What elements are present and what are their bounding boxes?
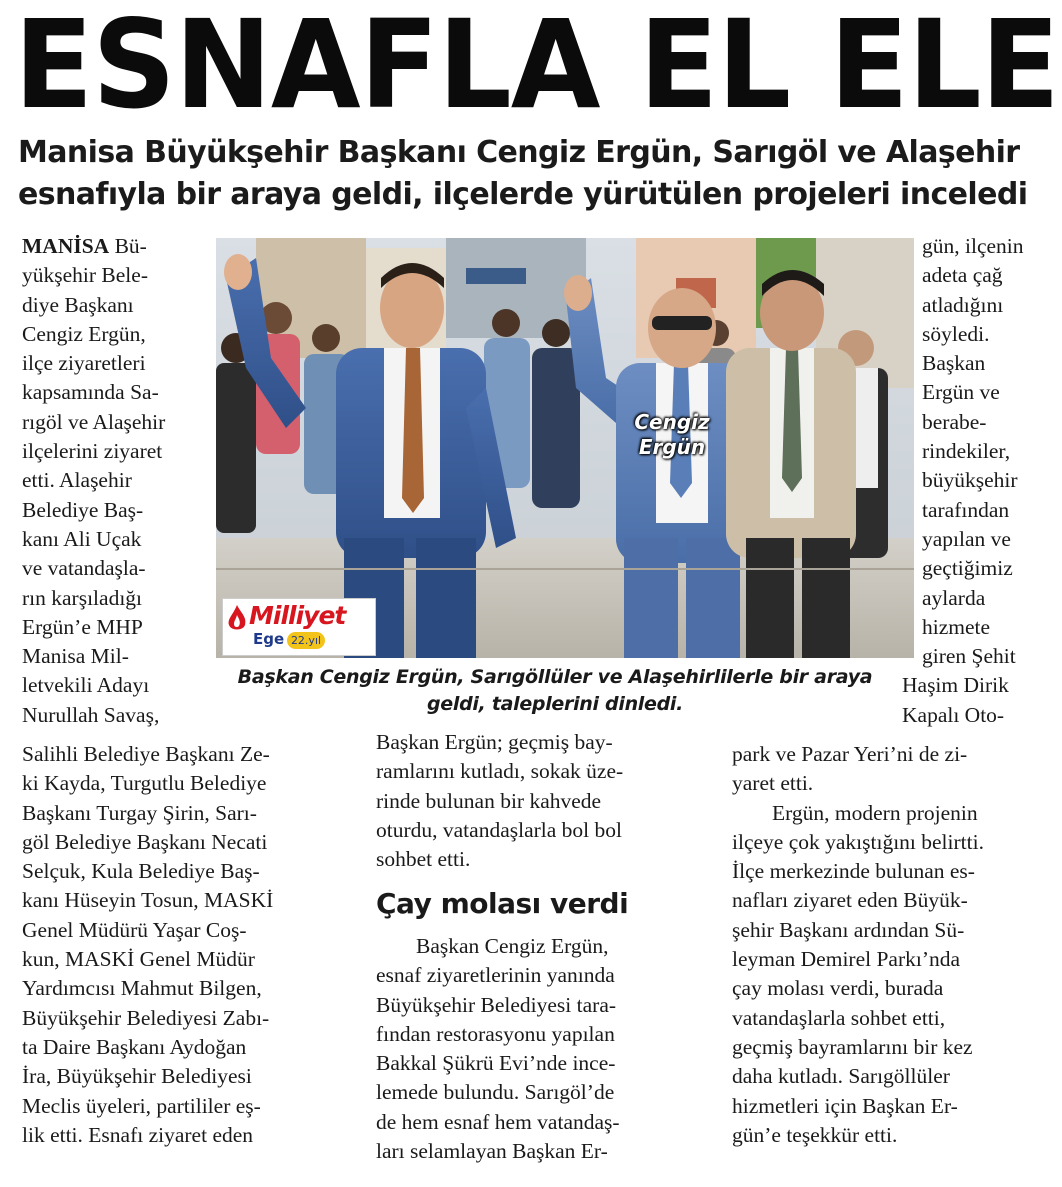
- text-line: yükşehir Bele-: [22, 263, 148, 288]
- text-line: Genel Müdürü Yaşar Coş-: [22, 917, 247, 942]
- text-line: yaret etti.: [732, 771, 814, 796]
- text-line: Cengiz Ergün,: [22, 321, 146, 346]
- text-line: ramlarını kutladı, sokak üze-: [376, 759, 624, 784]
- brand-name: Milliyet: [249, 601, 346, 630]
- text-line: Belediye Baş-: [22, 497, 144, 522]
- text-line: etti. Alaşehir: [22, 468, 132, 493]
- text-line: Ergün ve: [922, 380, 1000, 405]
- text-line: Meclis üyeleri, partililer eş-: [22, 1093, 261, 1118]
- text-line: Büyükşehir Belediyesi Zabı-: [22, 1005, 270, 1030]
- text-line: Manisa Mil-: [22, 644, 129, 669]
- name-label-line: Cengiz: [634, 410, 710, 434]
- text-line: esnaf ziyaretlerinin yanında: [376, 963, 615, 988]
- column-2-top: [376, 728, 716, 874]
- text-line: Selçuk, Kula Belediye Baş-: [22, 859, 260, 884]
- text-line: adeta çağ: [922, 263, 1003, 288]
- text-line: Kapalı Oto-: [902, 702, 1005, 727]
- column-1-bottom: [22, 740, 352, 1150]
- text-line: söyledi.: [922, 321, 990, 346]
- text-line: sohbet etti.: [376, 847, 471, 872]
- subhead-line: esnafıyla bir araya geldi, ilçelerde yürütülen projeleri inceledi: [18, 177, 1028, 212]
- text-line: çay molası verdi, burada: [732, 976, 944, 1001]
- text-line: şehir Başkanı ardından Sü-: [732, 917, 965, 942]
- milliyet-ege-logo: [222, 598, 376, 656]
- column-1-top: [22, 232, 210, 730]
- text-line: Başkan: [922, 351, 986, 376]
- photo-illustration: [216, 238, 914, 658]
- text-line: İra, Büyükşehir Belediyesi: [22, 1064, 252, 1089]
- text-line: Başkan Cengiz Ergün,: [416, 934, 609, 958]
- text-line: berabe-: [922, 409, 987, 434]
- text-line: Başkan Ergün; geçmiş bay-: [376, 730, 613, 754]
- photo-caption: [210, 664, 900, 718]
- text-line: letvekili Adayı: [22, 673, 150, 698]
- text-line: hizmetleri için Başkan Er-: [732, 1093, 958, 1118]
- text-line: ki Kayda, Turgutlu Belediye: [22, 771, 267, 796]
- text-line: Büyükşehir Belediyesi tara-: [376, 992, 617, 1017]
- text-line: giren Şehit: [922, 644, 1016, 669]
- text-line: gün, ilçenin: [922, 234, 1024, 258]
- text-line: park ve Pazar Yeri’ni de zi-: [732, 742, 968, 766]
- text-line: tarafından: [922, 497, 1010, 522]
- text-fragment: Bü-: [109, 234, 147, 258]
- text-line: Başkanı Turgay Şirin, Sarı-: [22, 800, 257, 825]
- text-line: Ergün, modern projenin: [772, 800, 978, 825]
- text-line: [22, 232, 210, 261]
- caption-line: geldi, taleplerini dinledi.: [426, 693, 684, 715]
- text-line: ilçe ziyaretleri: [22, 351, 146, 376]
- text-line: de hem esnaf hem vatandaş-: [376, 1109, 620, 1134]
- text-line: daha kutladı. Sarıgöllüler: [732, 1064, 950, 1089]
- text-line: rıgöl ve Alaşehir: [22, 409, 166, 434]
- text-line: Salihli Belediye Başkanı Ze-: [22, 742, 270, 766]
- text-line: gün’e teşekkür etti.: [732, 1122, 898, 1147]
- text-line: diye Başkanı: [22, 292, 134, 317]
- text-line: lemede bulundu. Sarıgöl’de: [376, 1080, 615, 1105]
- subhead-line: Manisa Büyükşehir Başkanı Cengiz Ergün, Sarıgöl ve Alaşehir: [18, 135, 1020, 170]
- text-line: Yardımcısı Mahmut Bilgen,: [22, 976, 262, 1001]
- text-line: kanı Hüseyin Tosun, MASKİ: [22, 888, 274, 913]
- dateline: MANİSA: [22, 234, 110, 258]
- brand-anniversary-badge: 22.yıl: [287, 632, 325, 649]
- text-line: fından restorasyonu yapılan: [376, 1021, 615, 1046]
- name-label-line: Ergün: [638, 435, 706, 459]
- column-3-top: [902, 232, 1056, 730]
- text-line: kun, MASKİ Genel Müdür: [22, 947, 255, 972]
- text-line: kapsamında Sa-: [22, 380, 159, 405]
- column-2-bottom: [376, 932, 716, 1166]
- column-3-bottom: [732, 740, 1056, 1150]
- brand-subtitle: Ege: [253, 630, 285, 648]
- text-line: geçtiğimiz: [922, 556, 1013, 581]
- text-line: oturdu, vatandaşlarla bol bol: [376, 817, 622, 842]
- text-line: Bakkal Şükrü Evi’nde ince-: [376, 1051, 616, 1076]
- text-line: leyman Demirel Parkı’nda: [732, 947, 961, 972]
- caption-line: Başkan Cengiz Ergün, Sarıgöllüler ve Alaşehirlilerle bir araya: [237, 666, 873, 688]
- text-line: vatandaşlarla sohbet etti,: [732, 1005, 946, 1030]
- photo-name-label: [622, 410, 722, 460]
- flame-icon: [227, 605, 247, 633]
- text-line: hizmete: [922, 614, 991, 639]
- text-line: Nurullah Savaş,: [22, 702, 160, 727]
- section-heading: Çay molası verdi: [376, 887, 629, 920]
- text-line: ilçelerini ziyaret: [22, 439, 163, 464]
- text-line: atladığını: [922, 292, 1004, 317]
- text-line: aylarda: [922, 585, 986, 610]
- text-line: ta Daire Başkanı Aydoğan: [22, 1034, 247, 1059]
- text-line: kanı Ali Uçak: [22, 526, 142, 551]
- text-line: rinde bulunan bir kahvede: [376, 788, 602, 813]
- text-line: nafları ziyaret eden Büyük-: [732, 888, 968, 913]
- text-line: İlçe merkezinde bulunan es-: [732, 859, 975, 884]
- text-line: ları selamlayan Başkan Er-: [376, 1139, 608, 1164]
- subheadline: [18, 132, 1054, 216]
- text-line: ve vatandaşla-: [22, 556, 146, 581]
- text-line: rın karşıladığı: [22, 585, 143, 610]
- text-line: lik etti. Esnafı ziyaret eden: [22, 1122, 254, 1147]
- text-line: geçmiş bayramlarını bir kez: [732, 1034, 973, 1059]
- text-line: yapılan ve: [922, 526, 1011, 551]
- news-photo: [216, 238, 914, 658]
- text-line: büyükşehir: [922, 468, 1018, 493]
- headline: ESNAFLA EL ELE: [14, 0, 1059, 137]
- text-line: Haşim Dirik: [902, 673, 1009, 698]
- text-line: Ergün’e MHP: [22, 614, 143, 639]
- text-line: rindekiler,: [922, 439, 1011, 464]
- text-line: ilçeye çok yakıştığını belirtti.: [732, 829, 984, 854]
- text-line: göl Belediye Başkanı Necati: [22, 829, 268, 854]
